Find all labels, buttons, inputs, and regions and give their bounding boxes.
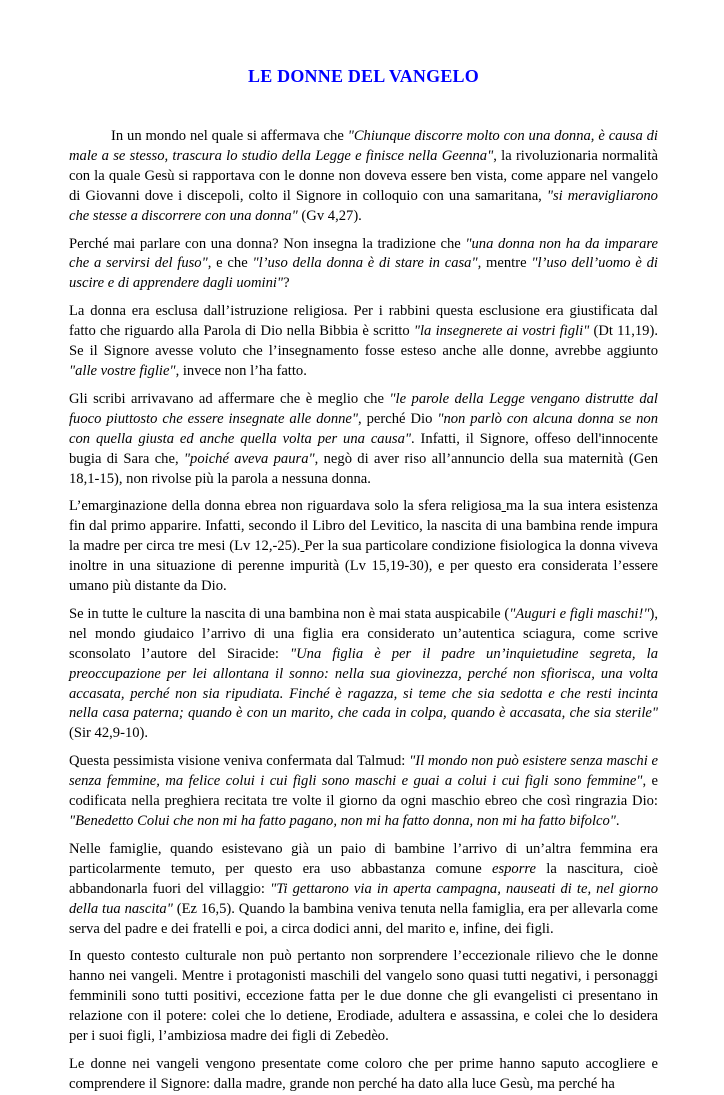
- paragraph: [69, 390, 658, 490]
- text-run: Nelle famiglie, quando esistevano già un paio di bambine l’arrivo di un’altra femmina era particolarmente temuto, per questo era uso abbastanza comune: [69, 840, 658, 877]
- text-run: (Sir 42,9-10).: [69, 725, 149, 742]
- italic-quote: "Ti gettarono via in aperta campagna, nauseati di te, nel giorno della tua nascita": [69, 880, 658, 917]
- text-run: ma la sua intera esistenza fin dal primo apparire. Infatti, secondo il Libro del Levitico, la nascita di una bambina rende impura la madre per circa tre mesi (Lv 12,-25).: [69, 498, 658, 555]
- text-run: , perché Dio: [358, 410, 438, 427]
- text-run: L’emarginazione della donna ebrea non riguardava solo la sfera religiosa: [69, 498, 502, 515]
- italic-quote: "Il mondo non può esistere senza maschi e senza femmine, ma felice colui i cui figli sono maschi e guai a colui i cui figli sono femmine": [69, 753, 658, 790]
- italic-quote: "poiché aveva paura": [183, 450, 315, 467]
- text-run: , invece non l’ha fatto.: [175, 362, 307, 379]
- text-run: ?: [283, 275, 290, 292]
- text-run: La donna era esclusa dall’istruzione religiosa. Per i rabbini questa esclusione era giustificata dal fatto che riguardo alla Parola di Dio nella Bibbia è scritto: [69, 303, 658, 340]
- italic-quote: "Benedetto Colui che non mi ha fatto pagano, non mi ha fatto donna, non mi ha fatto bifolco": [69, 813, 616, 829]
- text-run: (Gv 4,27).: [297, 207, 362, 224]
- text-run: mentre: [481, 255, 532, 272]
- text-run: In un mondo nel quale si affermava che: [111, 128, 348, 144]
- text-run: Le donne nei vangeli vengono presentate come coloro che per prime hanno saputo accogliere e comprendere il Signore: dalla madre, grande non perché ha dato alla luce Gesù, ma perché ha: [69, 1055, 658, 1092]
- paragraph: [69, 605, 658, 744]
- paragraph: [69, 1055, 658, 1095]
- text-run: Se in tutte le culture la nascita di una bambina non è mai stata auspicabile (: [69, 605, 510, 622]
- italic-quote: "non parlò con alcuna donna se non con quella giusta ed anche quella volta per una causa": [69, 410, 659, 447]
- text-run: , e che: [207, 255, 253, 272]
- text-run: Questa pessimista visione veniva confermata dal Talmud:: [69, 753, 410, 770]
- text-run: , e codificata nella preghiera recitata tre volte il giorno da ogni maschio ebreo che così ringrazia Dio:: [69, 773, 658, 810]
- paragraph: [69, 947, 658, 1047]
- paragraph: [69, 127, 658, 227]
- text-run: Per la sua particolare condizione fisiologica la donna viveva inoltre in una situazione di perenne impurità (Lv 15,19-30), e per questo era considerata l’essere umano più distante da Dio.: [69, 538, 658, 595]
- text-run: Gli scribi arrivavano ad affermare che è meglio che: [69, 390, 390, 407]
- italic-quote: "Auguri e figli maschi!": [509, 605, 650, 622]
- italic-quote: "l’uso dell’uomo è di uscire e di apprendere dagli uomini": [69, 255, 658, 292]
- paragraph: [69, 752, 658, 832]
- document-body: [69, 127, 658, 1095]
- paragraph: [69, 302, 658, 382]
- text-run: Perché mai parlare con una donna? Non insegna la tradizione che: [69, 235, 466, 252]
- document-title: LE DONNE DEL VANGELO: [248, 66, 479, 86]
- paragraph: [69, 235, 658, 295]
- text-run: .: [615, 813, 620, 829]
- italic-quote: "Chiunque discorre molto con una donna, è causa di male a se stesso, trascura lo studio della Legge e finisce nella Geenna": [69, 128, 658, 164]
- text-run: , negò di aver riso all’annuncio della sua maternità (Gen 18,1-15), non rivolse più la parola a nessuna donna.: [69, 450, 658, 487]
- italic-quote: "si meravigliarono che stesse a discorrere con una donna": [69, 187, 658, 224]
- italic-quote: esporre: [491, 860, 537, 877]
- italic-quote: "le parole della Legge vengano distrutte dal fuoco piuttosto che essere insegnate alle donne": [69, 390, 658, 427]
- text-run: (Dt 11,19). Se il Signore avesse voluto che l’insegnamento fosse esteso anche alle donne, avrebbe aggiunto: [69, 323, 658, 360]
- text-run: ), nel mondo giudaico l’arrivo di una figlia era considerato un’autentica sciagura, come scrive sconsolato l’autore del Siracide:: [69, 605, 658, 662]
- italic-quote: "Una figlia è per il padre un’inquietudine segreta, la preoccupazione per lei allontana il sonno: nella sua giovinezza, perché non sfiorisca, una volta accasata, perché non sia ripudiata. Finché è ragazza, si teme che sia sedotta e che resti incinta nella casa paterna; quando è con un marito, che cada in colpa, quando è accasata, che sia sterile": [69, 645, 659, 722]
- italic-quote: "l’uso della donna è di stare in casa",: [252, 255, 482, 272]
- text-run: . Infatti, il Signore, offeso dell'innocente bugia di Sara che,: [69, 430, 658, 467]
- italic-quote: "una donna non ha da imparare che a servirsi del fuso": [69, 235, 658, 272]
- paragraph: [69, 840, 658, 940]
- text-run: (Ez 16,5). Quando la bambina veniva tenuta nella famiglia, era per allevarla come serva del padre e dei fratelli e poi, a circa dodici anni, del marito e, infine, dei figli.: [69, 900, 658, 937]
- text-run: In questo contesto culturale non può pertanto non sorprendere l’eccezionale rilievo che le donne hanno nei vangeli. Mentre i protagonisti maschili del vangelo sono quasi tutti negativi, i personaggi femminili sono tutti positivi, eccezione fatta per le due donne che gli evangelisti ci presentano in relazione con il potere: colei che lo detiene, Erodiade, adultera e assassina, e colei che lo desidera per i suoi figli, l’ambiziosa madre dei figli di Zebedèo.: [69, 948, 658, 1045]
- text-run: la nascitura, cioè abbandonarla fuori del villaggio:: [69, 860, 658, 897]
- italic-quote: "alle vostre figlie": [69, 362, 176, 379]
- paragraph: [69, 497, 658, 597]
- italic-quote: "la insegnerete ai vostri figli": [413, 323, 590, 340]
- text-run: , la rivoluzionaria normalità con la quale Gesù si rapportava con le donne non doveva essere ben vista, come appare nel vangelo di Giovanni dove i discepoli, colto il Signore in colloquio con una samaritana,: [69, 147, 658, 204]
